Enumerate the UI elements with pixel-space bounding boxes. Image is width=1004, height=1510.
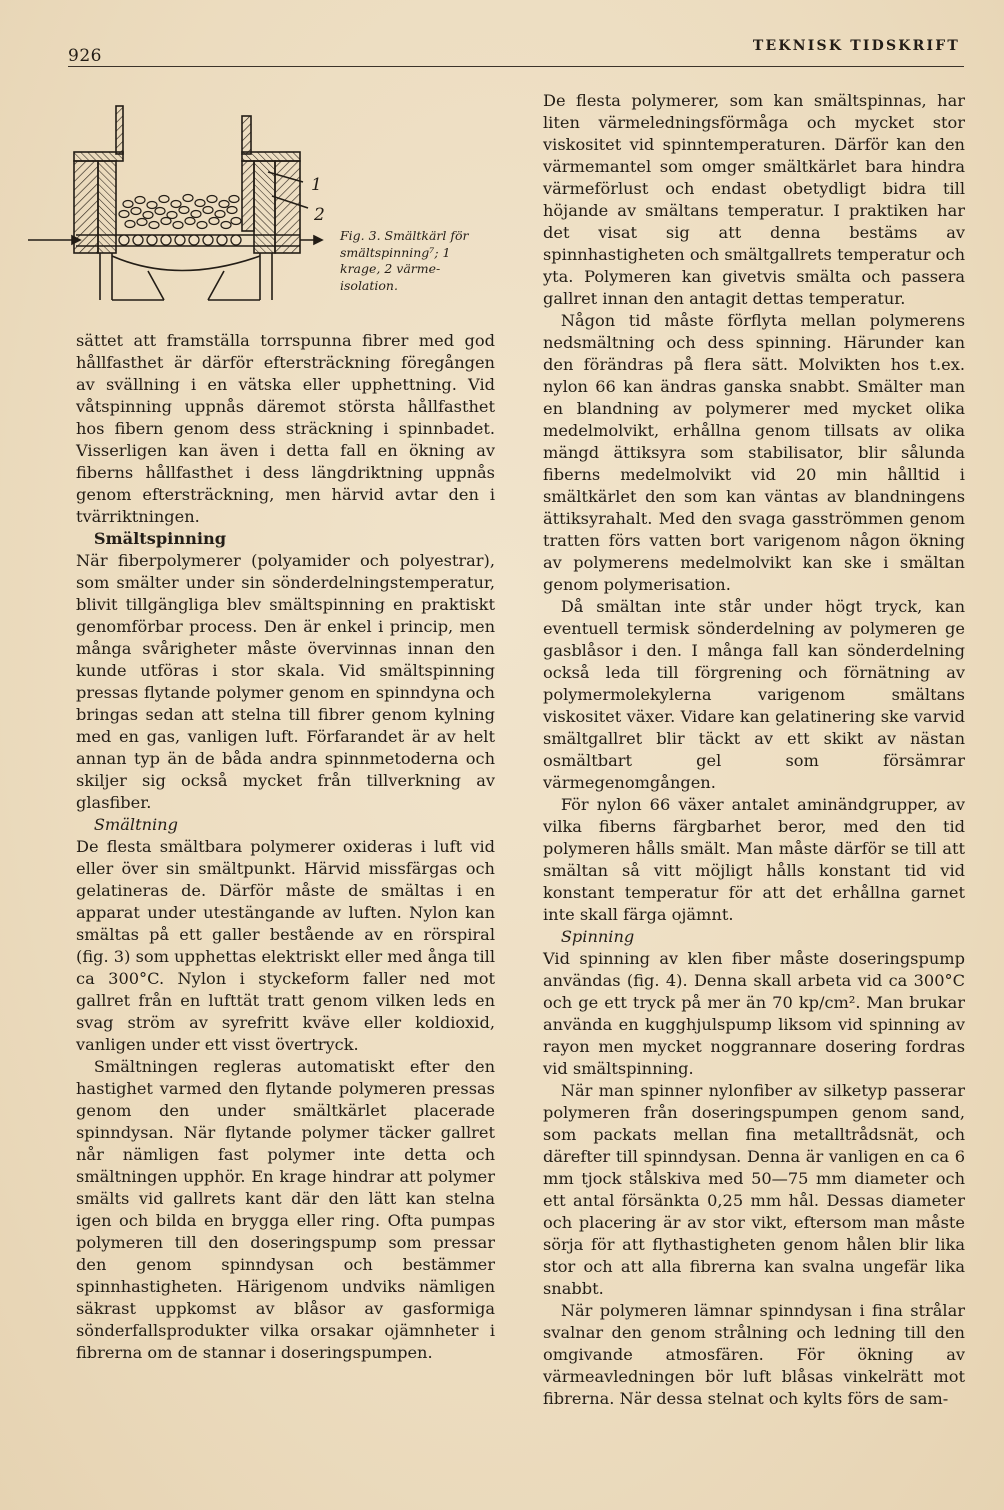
paragraph: När fiberpolymerer (polyamider och polyestrar), som smälter under sin sönderdelningstemperatur, blivit tillgängliga blev smältspinning en praktiskt genomförbar process. Den är enkel i princip, men många svårigheter måste övervinnas innan den kunde utföras i stor skala. Vid smältspinning pressas flytande polymer genom en spinndyna och bringas sedan att stelna till fibrer genom kylning med en gas, vanligen luft. Förfarandet är av helt annan typ än de båda andra spinnmetoderna och skiljer sig också mycket från tillverkning av glasfiber. [76,551,495,812]
paragraph: sättet att framställa torrspunna fibrer med god hållfasthet är därför eftersträckning föregången av svällning i en vätska eller upphettning. Vid våtspinning uppnås däremot största hållfasthet hos fibern genom dess sträckning i spinnbadet. Visserligen kan även i detta fall en ökning av fiberns hållfasthet i dess längdriktning uppnås genom eftersträckning, men härvid avtar den i tvärriktningen. [76,331,495,526]
left-column [76,330,495,1364]
figure-caption: Fig. 3. Smältkärl för smältspinning⁷; 1 krage, 2 värme-isolation. [340,228,469,293]
paragraph: Vid spinning av klen fiber måste doseringspump användas (fig. 4). Denna skall arbeta vid ca 300°C och ge ett tryck på mer än 70 kp/cm². Man brukar använda en kugghjulspump liksom vid spinning av rayon men mycket noggrannare dosering fordras vid smältspinning. [543,949,965,1078]
subsection-heading-spinning: Spinning [560,927,635,946]
paragraph: Smältningen regleras automatiskt efter den hastighet varmed den flytande polymeren pressas genom den under smältkärlet placerade spinndysan. När flytande polymer täcker gallret når nämligen fast polymer inte detta och smältningen upphör. En krage hindrar att polymer smälts vid gallrets kant där den lätt kan stelna igen och bilda en brygga eller ring. Ofta pumpas polymeren till den doseringspump som pressar den genom spinndysan och bestämmer spinnhastigheten. Härigenom undviks nämligen säkrast uppkomst av blåsor av gasformiga sönderfallsprodukter vilka orsakar ojämnheter i fibrerna om de stannar i doseringspumpen. [76,1057,495,1362]
section-heading-smaltspinning: Smältspinning [93,529,227,548]
figure-label-2: 2 [314,205,325,225]
page-number: 926 [68,46,102,66]
paragraph: När man spinner nylonfiber av silketyp passerar polymeren från doseringspumpen genom sand, som packats mellan fina metalltrådsnät, och därefter till spinndysan. Denna är vanligen en ca 6 mm tjock stålskiva med 50—75 mm diameter och ett antal försänkta 0,25 mm hål. Dessas diameter och placering är av stor vikt, eftersom man måste sörja för att flythastigheten genom hålen blir lika stor och att alla fibrerna kan svalna ungefär lika snabbt. [543,1081,965,1298]
paragraph: För nylon 66 växer antalet aminändgrupper, av vilka fiberns färgbarhet beror, med den tid polymeren hålls smält. Man måste därför se till att smältan så vitt möjligt hålls konstant tid vid konstant temperatur för att det erhållna garnet inte skall färga ojämnt. [543,795,965,924]
subsection-heading-smaltning: Smältning [93,815,178,834]
figure-melting-vessel [28,100,328,315]
paragraph: När polymeren lämnar spinndysan i fina strålar svalnar den genom strålning och ledning till den omgivande atmosfären. För ökning av värmeavledningen bör luft blåsas vinkelrätt mot fibrerna. När dessa stelnat och kylts förs de sam- [543,1301,965,1408]
paragraph: Någon tid måste förflyta mellan polymerens nedsmältning och dess spinning. Härunder kan den förändras på flera sätt. Molvikten hos t.ex. nylon 66 kan ändras ganska snabbt. Smälter man en blandning av polymerer med mycket olika medelmolvikt, erhållna genom tillsats av olika mängd ättiksyra som stabilisator, blir sålunda fiberns medelmolvikt vid 20 min hålltid i smältkärlet den som kan väntas av blandningens ättiksyrahalt. Med den svaga gasströmmen genom tratten förs vatten bort varigenom någon ökning av polymerens medelmolvikt kan ske i smältan genom polymerisation. [543,311,965,594]
journal-title: TEKNISK TIDSKRIFT [752,38,960,54]
header-rule [68,66,964,67]
right-column [543,90,965,1410]
melting-vessel-diagram [28,100,328,315]
paragraph: De flesta smältbara polymerer oxideras i luft vid eller över sin smältpunkt. Härvid missfärgas och gelatineras de. Därför måste de smältas i en apparat under utestängande av luften. Nylon kan smältas på ett galler bestående av en rörspiral (fig. 3) som upphettas elektriskt eller med ånga till ca 300°C. Nylon i styckeform faller ned mot gallret från en lufttät tratt genom vilken leds en svag ström av syrefritt kväve eller koldioxid, vanligen under ett visst övertryck. [76,837,495,1054]
paragraph: De flesta polymerer, som kan smältspinnas, har liten värmeledningsförmåga och mycket stor viskositet vid spinntemperaturen. Därför kan den värmemantel som omger smältkärlet bara hindra värmeförlust och endast obetydligt bidra till höjande av smältans temperatur. I praktiken har det visat sig att denna bestäms av spinnhastigheten och smältgallrets temperatur och yta. Polymeren kan givetvis smälta och passera gallret innan den antagit dettas temperatur. [543,91,965,308]
paragraph: Då smältan inte står under högt tryck, kan eventuell termisk sönderdelning av polymeren ge gasblåsor i den. I många fall kan sönderdelning också leda till förgrening och förnätning av polymermolekylerna varigenom smältans viskositet växer. Vidare kan gelatinering ske varvid smältgallret blir täckt av ett skikt av nästan osmältbart gel som försämrar värmegenomgången. [543,597,965,792]
figure-label-1: 1 [311,175,322,195]
